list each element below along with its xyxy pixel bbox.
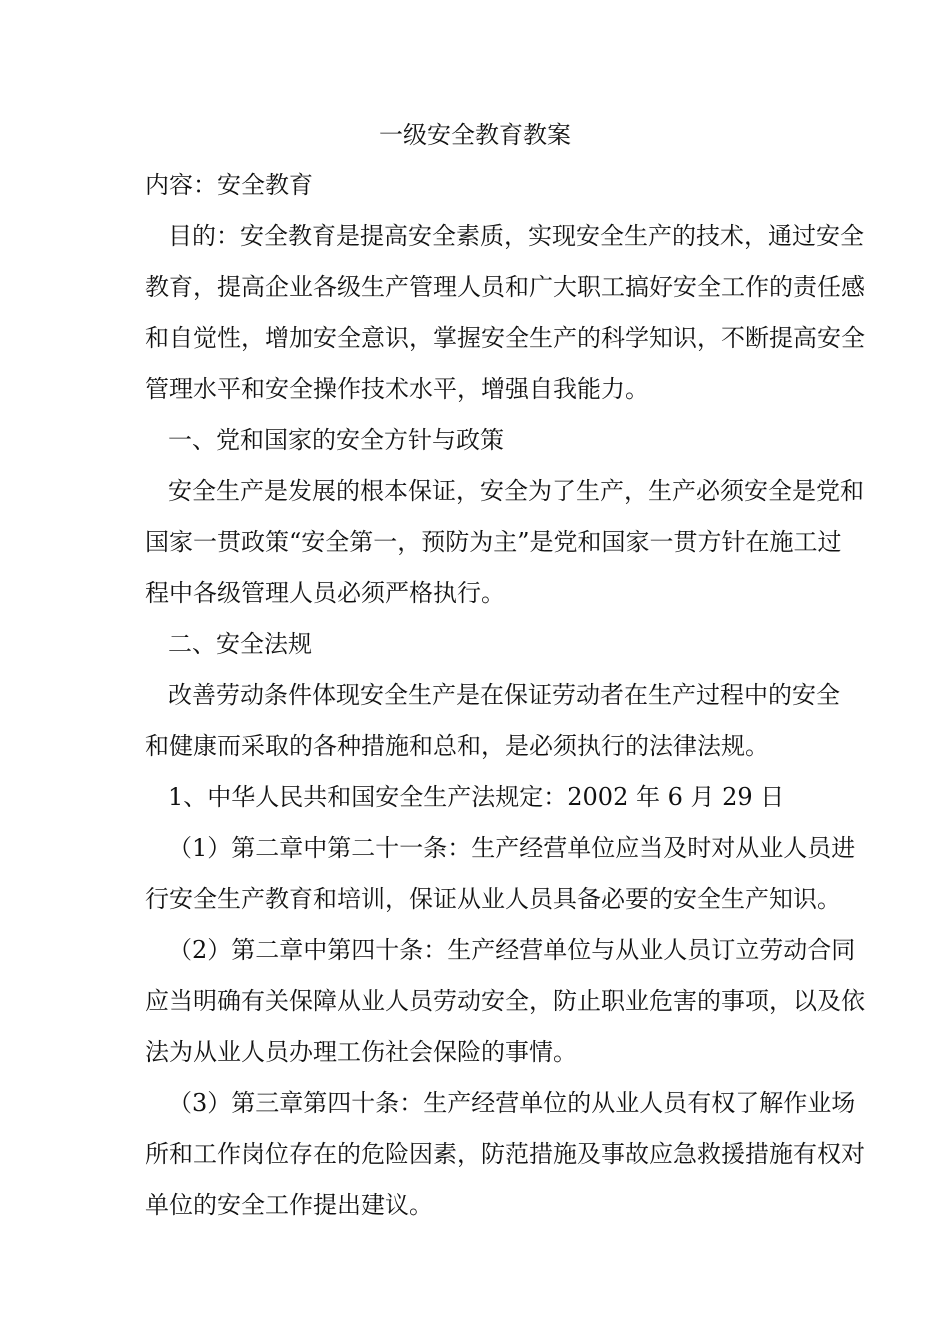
body-line: 和健康而采取的各种措施和总和，是必须执行的法律法规。 bbox=[145, 732, 769, 760]
body-line: 安全生产是发展的根本保证，安全为了生产，生产必须安全是党和 bbox=[168, 477, 864, 505]
clause-line: 行安全生产教育和培训，保证从业人员具备必要的安全生产知识。 bbox=[145, 885, 841, 913]
body-line: 改善劳动条件体现安全生产是在保证劳动者在生产过程中的安全 bbox=[168, 681, 840, 709]
body-line: 程中各级管理人员必须严格执行。 bbox=[145, 579, 505, 607]
content-line: 内容：安全教育 bbox=[145, 171, 313, 199]
body-line: 国家一贯政策“安全第一，预防为主”是党和国家一贯方针在施工过 bbox=[145, 528, 842, 556]
clause-line: （3）第三章第四十条：生产经营单位的从业人员有权了解作业场 bbox=[168, 1089, 856, 1117]
clause-line: （2）第二章中第四十条：生产经营单位与从业人员订立劳动合同 bbox=[168, 936, 856, 964]
clause-line: （1）第二章中第二十一条：生产经营单位应当及时对从业人员进 bbox=[168, 834, 856, 862]
clause-line: 单位的安全工作提出建议。 bbox=[145, 1191, 433, 1219]
section-heading: 一、党和国家的安全方针与政策 bbox=[168, 426, 504, 454]
purpose-line: 和自觉性，增加安全意识，掌握安全生产的科学知识，不断提高安全 bbox=[145, 324, 865, 352]
purpose-line: 管理水平和安全操作技术水平，增强自我能力。 bbox=[145, 375, 649, 403]
law-heading: 1、中华人民共和国安全生产法规定：2002 年 6 月 29 日 bbox=[168, 783, 785, 811]
clause-line: 所和工作岗位存在的危险因素，防范措施及事故应急救援措施有权对 bbox=[145, 1140, 865, 1168]
section-heading: 二、安全法规 bbox=[168, 630, 312, 658]
document-title: 一级安全教育教案 bbox=[379, 121, 571, 149]
purpose-line: 目的：安全教育是提高安全素质，实现安全生产的技术，通过安全 bbox=[168, 222, 864, 250]
clause-line: 法为从业人员办理工伤社会保险的事情。 bbox=[145, 1038, 577, 1066]
clause-line: 应当明确有关保障从业人员劳动安全，防止职业危害的事项，以及依 bbox=[145, 987, 865, 1015]
purpose-line: 教育，提高企业各级生产管理人员和广大职工搞好安全工作的责任感 bbox=[145, 273, 865, 301]
